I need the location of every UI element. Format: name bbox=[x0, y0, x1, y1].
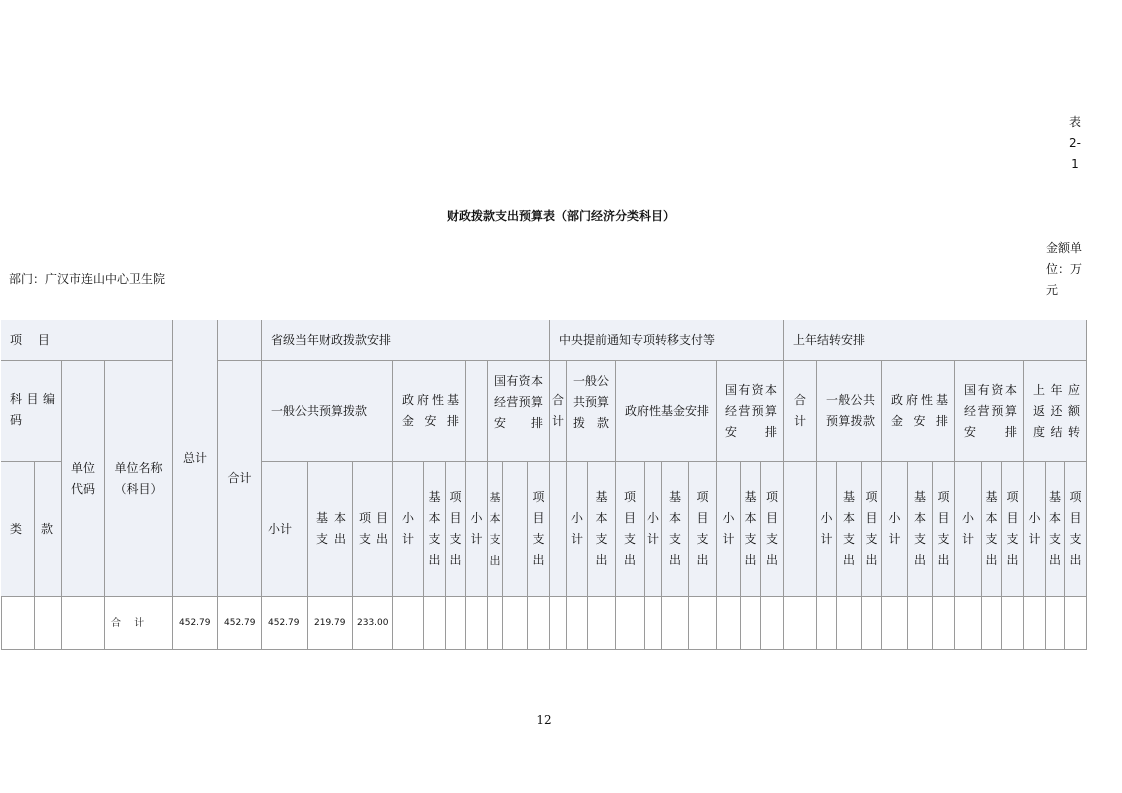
header-xiaoji: 小计 bbox=[717, 462, 741, 597]
page-number: 12 bbox=[536, 713, 552, 727]
header-blank-col bbox=[550, 462, 567, 597]
table-cell bbox=[393, 597, 424, 650]
row-heji: 452.79 bbox=[218, 597, 262, 650]
table-cell bbox=[567, 597, 588, 650]
header-xiangmu-zc: 项目支出 bbox=[1002, 462, 1024, 597]
header-xiaoji: 小计 bbox=[882, 462, 908, 597]
table-cell bbox=[761, 597, 784, 650]
header-heji-zhongyang: 合计 bbox=[550, 361, 567, 462]
header-xiaoji: 小计 bbox=[817, 462, 837, 597]
table-cell bbox=[466, 597, 488, 650]
table-cell bbox=[1, 597, 35, 650]
row-zongji: 452.79 bbox=[173, 597, 218, 650]
header-blank-col bbox=[784, 462, 817, 597]
header-jiben: 基本支出 bbox=[1046, 462, 1065, 597]
header-jiben: 基本支出 bbox=[588, 462, 616, 597]
header-jiben: 基本支出 bbox=[908, 462, 933, 597]
table-cell bbox=[862, 597, 882, 650]
header-kuan: 款 bbox=[35, 462, 62, 597]
table-cell bbox=[955, 597, 982, 650]
header-yiban-zhongyang: 一般公共预算拨款 bbox=[567, 361, 616, 462]
header-danwei-daima: 单位代码 bbox=[62, 361, 105, 597]
table-number: 表2-1 bbox=[1068, 115, 1081, 171]
table-cell bbox=[689, 597, 717, 650]
table-cell bbox=[488, 597, 503, 650]
header-xiangmu: 项 目 bbox=[1, 320, 173, 361]
header-danwei-mingcheng: 单位名称（科目） bbox=[105, 361, 173, 597]
row-jiben: 219.79 bbox=[308, 597, 353, 650]
header-jiben: 基本支出 bbox=[488, 462, 503, 597]
table-cell bbox=[588, 597, 616, 650]
department-label: 部门：广汉市连山中心卫生院 bbox=[9, 272, 166, 286]
header-xiangmu-zc: 项目支出 bbox=[616, 462, 645, 597]
table-cell bbox=[817, 597, 837, 650]
header-xiangmu-zc: 项目支出 bbox=[933, 462, 955, 597]
header-xiaoji: 小计 bbox=[1024, 462, 1046, 597]
header-xiangmu-zc: 项目支出 bbox=[761, 462, 784, 597]
table-cell bbox=[1002, 597, 1024, 650]
table-cell bbox=[35, 597, 62, 650]
header-shangnian-fanhuan: 上年应返还额度结转 bbox=[1024, 361, 1087, 462]
header-zhengfu-sheng: 政府性基金安排 bbox=[393, 361, 466, 462]
header-xiangmu-zc: 项目支出 bbox=[689, 462, 717, 597]
table-cell bbox=[1065, 597, 1087, 650]
header-jiben: 基本支出 bbox=[662, 462, 689, 597]
table-cell bbox=[982, 597, 1002, 650]
table-cell bbox=[717, 597, 741, 650]
header-jiben: 基本支出 bbox=[424, 462, 446, 597]
header-guoyou-zhongyang: 国有资本经营预算安排 bbox=[717, 361, 784, 462]
header-zhengfu-shangnian: 政府性基金安排 bbox=[882, 361, 955, 462]
header-blank-sheng bbox=[466, 361, 488, 462]
header-zhongyang: 中央提前通知专项转移支付等 bbox=[550, 320, 784, 361]
header-heji: 合计 bbox=[218, 361, 262, 597]
table-cell bbox=[645, 597, 662, 650]
header-lei: 类 bbox=[1, 462, 35, 597]
header-xiaoji: 小计 bbox=[393, 462, 424, 597]
header-xiaoji: 小计 bbox=[466, 462, 488, 597]
header-kemu-bianma: 科目编码 bbox=[1, 361, 62, 462]
table-cell bbox=[1024, 597, 1046, 650]
header-xiangmu-zc: 项目支出 bbox=[1065, 462, 1087, 597]
table-cell bbox=[882, 597, 908, 650]
table-cell bbox=[784, 597, 817, 650]
header-xiangmu-zc: 项目支出 bbox=[446, 462, 466, 597]
header-yiban-sheng: 一般公共预算拨款 bbox=[262, 361, 393, 462]
table-cell bbox=[528, 597, 550, 650]
header-jiben: 基本支出 bbox=[982, 462, 1002, 597]
header-xiangmu-zc: 项目支出 bbox=[862, 462, 882, 597]
header-sheng: 省级当年财政拨款安排 bbox=[262, 320, 550, 361]
header-xiaoji: 小计 bbox=[567, 462, 588, 597]
header-blank bbox=[218, 320, 262, 361]
header-yiban-shangnian: 一般公共预算拨款 bbox=[817, 361, 882, 462]
header-jiben: 基本支出 bbox=[837, 462, 862, 597]
header-blank-col bbox=[503, 462, 528, 597]
header-guoyou-sheng: 国有资本经营预算安排 bbox=[488, 361, 550, 462]
header-xiangmu-zc: 项目支出 bbox=[353, 462, 393, 597]
header-xiaoji: 小计 bbox=[262, 462, 308, 597]
row-name: 合 计 bbox=[105, 597, 173, 650]
header-guoyou-shangnian: 国有资本经营预算安排 bbox=[955, 361, 1024, 462]
table-cell bbox=[424, 597, 446, 650]
header-xiaoji: 小计 bbox=[645, 462, 662, 597]
header-jiben: 基本支出 bbox=[308, 462, 353, 597]
header-shangnian: 上年结转安排 bbox=[784, 320, 1087, 361]
row-xiaoji: 452.79 bbox=[262, 597, 308, 650]
table-cell bbox=[837, 597, 862, 650]
table-cell bbox=[550, 597, 567, 650]
unit-label: 金额单位：万元 bbox=[1046, 241, 1083, 297]
table-cell bbox=[446, 597, 466, 650]
header-zongji: 总计 bbox=[173, 320, 218, 597]
header-jiben: 基本支出 bbox=[741, 462, 761, 597]
page-title: 财政拨款支出预算表（部门经济分类科目） bbox=[446, 209, 675, 223]
table-cell bbox=[908, 597, 933, 650]
table-cell bbox=[503, 597, 528, 650]
table-cell bbox=[62, 597, 105, 650]
table-cell bbox=[741, 597, 761, 650]
table-cell bbox=[616, 597, 645, 650]
header-xiaoji: 小计 bbox=[955, 462, 982, 597]
header-xiangmu-zc: 项目支出 bbox=[528, 462, 550, 597]
header-heji-shangnian: 合计 bbox=[784, 361, 817, 462]
table-cell bbox=[662, 597, 689, 650]
table-cell bbox=[933, 597, 955, 650]
header-zhengfu-zhongyang: 政府性基金安排 bbox=[616, 361, 717, 462]
table-cell bbox=[1046, 597, 1065, 650]
row-xiangmu: 233.00 bbox=[353, 597, 393, 650]
